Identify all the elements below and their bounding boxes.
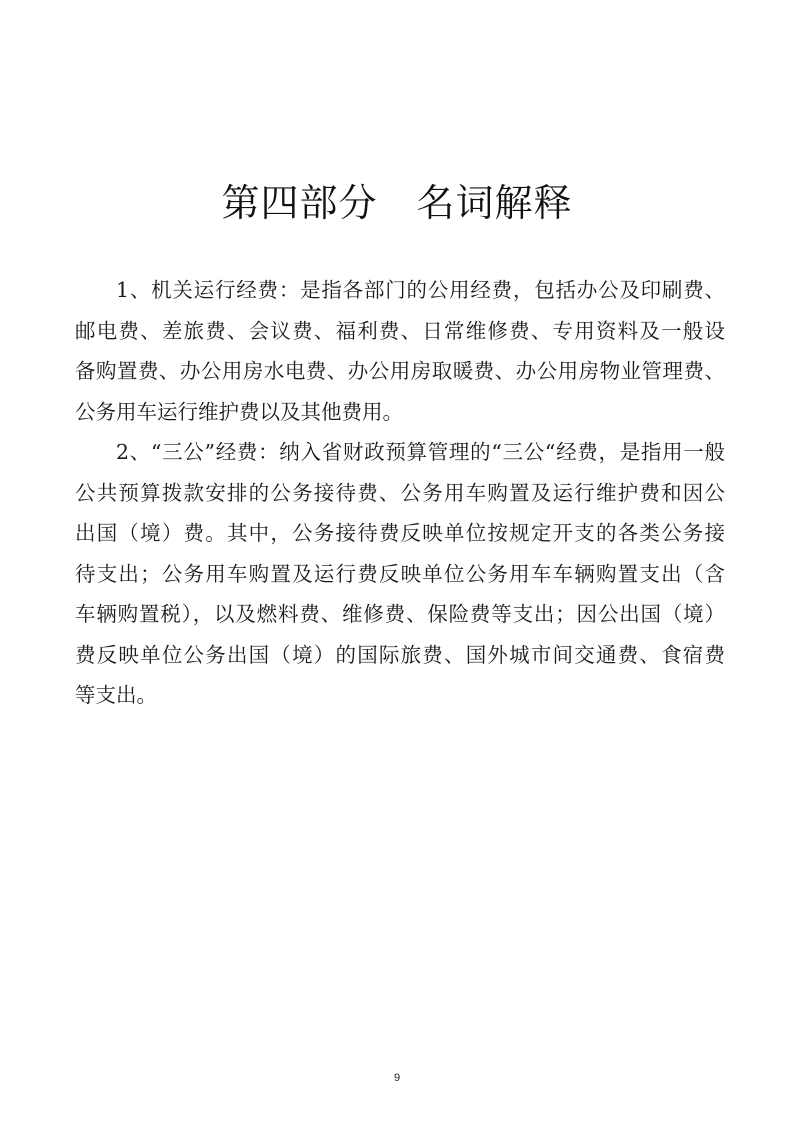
- paragraph-line: 待支出；公务用车购置及运行费反映单位公务用车车辆购置支出（含: [75, 561, 725, 586]
- paragraph-line: 备购置费、办公用房水电费、办公用房取暖费、办公用房物业管理费、: [75, 359, 725, 383]
- page-title: 第四部分 名词解释: [221, 181, 573, 225]
- paragraph-line: 等支出。: [75, 683, 157, 707]
- paragraph-line: 1、机关运行经费：是指各部门的公用经费，包括办公及印刷费、: [116, 278, 725, 302]
- page-number: 9: [393, 1072, 401, 1084]
- definition-paragraph-1: [75, 270, 725, 432]
- paragraph-line: 车辆购置税），以及燃料费、维修费、保险费等支出；因公出国（境）: [75, 602, 725, 626]
- document-body: [75, 270, 725, 716]
- paragraph-line: 2、“三公”经费：纳入省财政预算管理的“三公“经费，是指用一般: [116, 440, 725, 464]
- paragraph-line: 费反映单位公务出国（境）的国际旅费、国外城市间交通费、食宿费: [75, 642, 725, 667]
- paragraph-line: 出国（境）费。其中，公务接待费反映单位按规定开支的各类公务接: [75, 521, 725, 545]
- paragraph-line: 邮电费、差旅费、会议费、福利费、日常维修费、专用资料及一般设: [75, 318, 725, 343]
- definition-paragraph-2: [75, 432, 725, 716]
- paragraph-line: 公共预算拨款安排的公务接待费、公务用车购置及运行维护费和因公: [75, 480, 725, 505]
- paragraph-line: 公务用车运行维护费以及其他费用。: [75, 399, 403, 424]
